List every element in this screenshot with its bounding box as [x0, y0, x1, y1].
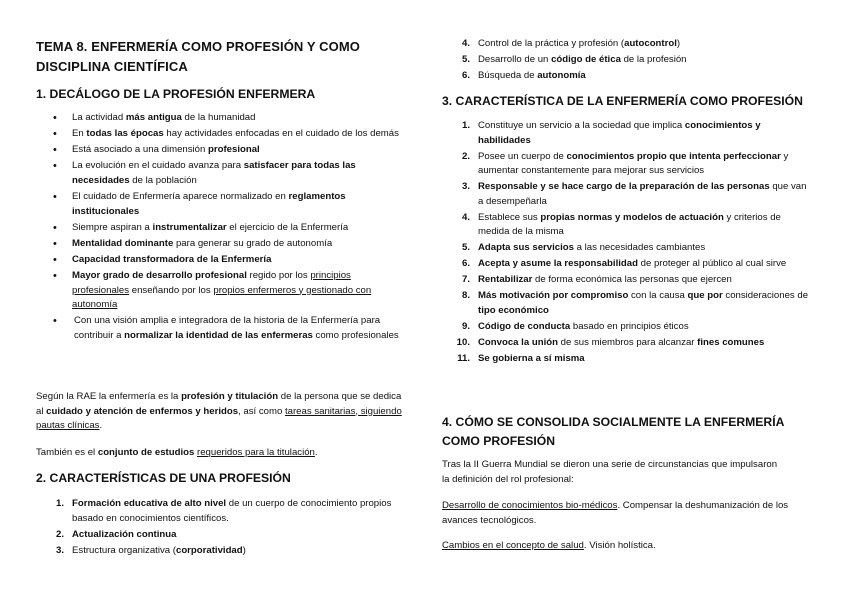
- list-item: • Está asociado a una dimensión profesional: [36, 143, 408, 158]
- list-item: 4. Establece sus propias normas y modelos de actuación y criterios de medida de la misma: [461, 211, 781, 238]
- list-item: • Mayor grado de desarrollo profesional regido por los principios profesionales enseñando por los propios enfermeros y gestionado con autonomía: [36, 269, 408, 313]
- list-item: 5. Desarrollo de un código de ética de la profesión: [461, 53, 687, 65]
- list-item: • En todas las épocas hay actividades enfocadas en el cuidado de los demás: [36, 127, 408, 142]
- page-title: TEMA 8. ENFERMERÍA COMO PROFESIÓN Y COMO DISCIPLINA CIENTÍFICA: [36, 39, 360, 74]
- list-item: • Capacidad transformadora de la Enfermería: [36, 253, 408, 268]
- list-item: 3. Estructura organizativa (corporatividad): [55, 544, 246, 556]
- health-concept-paragraph: Cambios en el concepto de salud. Visión holística.: [442, 540, 656, 551]
- nursing-characteristics-list: [442, 119, 814, 368]
- list-item: 10. Convoca la unión de sus miembros para alcanzar fines comunes: [456, 336, 765, 348]
- profession-characteristics-list: [36, 497, 408, 560]
- list-item: • La evolución en el cuidado avanza para satisfacer para todas las necesidades de la población: [36, 159, 408, 188]
- list-item: 2. Actualización continua: [55, 528, 177, 540]
- list-item: 1. Constituye un servicio a la sociedad que implica conocimientos y habilidades: [461, 120, 761, 146]
- rae-definition-paragraph: Según la RAE la enfermería es la profesión y titulación de la persona que se dedica al cuidado y atención de enfermos y heridos, así como tareas sanitarias, siguiendo pautas clínicas.: [36, 391, 402, 432]
- list-item: 5. Adapta sus servicios a las necesidades cambiantes: [461, 242, 706, 254]
- list-item: 7. Rentabilizar de forma económica las personas que ejercen: [461, 274, 732, 286]
- list-item: 6. Búsqueda de autonomía: [461, 69, 586, 81]
- list-item: 6. Acepta y asume la responsabilidad de proteger al público al cual sirve: [461, 258, 787, 270]
- profession-characteristics-list-continued: [442, 37, 814, 85]
- list-item: • Con una visión amplia e integradora de la historia de la Enfermería para contribuir a normalizar la identidad de las enfermeras como profesionales: [36, 314, 408, 343]
- list-item: • La actividad más antigua de la humanidad: [36, 111, 408, 126]
- section-2-heading: 2. CARACTERÍSTICAS DE UNA PROFESIÓN: [36, 471, 291, 485]
- postwar-paragraph: Tras la II Guerra Mundial se dieron una serie de circunstancias que impulsaron la definición del rol profesional:: [442, 459, 778, 485]
- list-item: 4. Control de la práctica y profesión (autocontrol): [461, 38, 681, 49]
- list-item: 11. Se gobierna a sí misma: [457, 352, 585, 364]
- studies-paragraph: También es el conjunto de estudios requeridos para la titulación.: [36, 447, 318, 458]
- list-item: 1. Formación educativa de alto nivel de un cuerpo de conocimiento propios basado en conocimientos científicos.: [55, 498, 392, 524]
- list-item: • El cuidado de Enfermería aparece normalizado en reglamentos institucionales: [36, 190, 408, 219]
- section-4-heading: 4. CÓMO SE CONSOLIDA SOCIALMENTE LA ENFERMERÍA COMO PROFESIÓN: [442, 415, 785, 448]
- list-item: • Siempre aspiran a instrumentalizar el ejercicio de la Enfermería: [36, 221, 408, 236]
- list-item: 2. Posee un cuerpo de conocimientos propio que intenta perfeccionar y aumentar constantemente para mejorar sus servicios: [461, 150, 789, 177]
- list-item: 3. Responsable y se hace cargo de la preparación de las personas que van a desempeñarla: [461, 181, 807, 207]
- section-3-heading: 3. CARACTERÍSTICA DE LA ENFERMERÍA COMO PROFESIÓN: [442, 94, 803, 108]
- biomedical-paragraph: Desarrollo de conocimientos bio-médicos. Compensar la deshumanización de los avances tecnológicos.: [442, 500, 789, 526]
- list-item: 8. Más motivación por compromiso con la causa que por consideraciones de tipo económico: [461, 290, 809, 316]
- list-item: 9. Código de conducta basado en principios éticos: [461, 320, 689, 332]
- section-1-heading: 1. DECÁLOGO DE LA PROFESIÓN ENFERMERA: [36, 87, 316, 101]
- decalogo-list: [36, 111, 408, 345]
- list-item: • Mentalidad dominante para generar su grado de autonomía: [36, 237, 408, 252]
